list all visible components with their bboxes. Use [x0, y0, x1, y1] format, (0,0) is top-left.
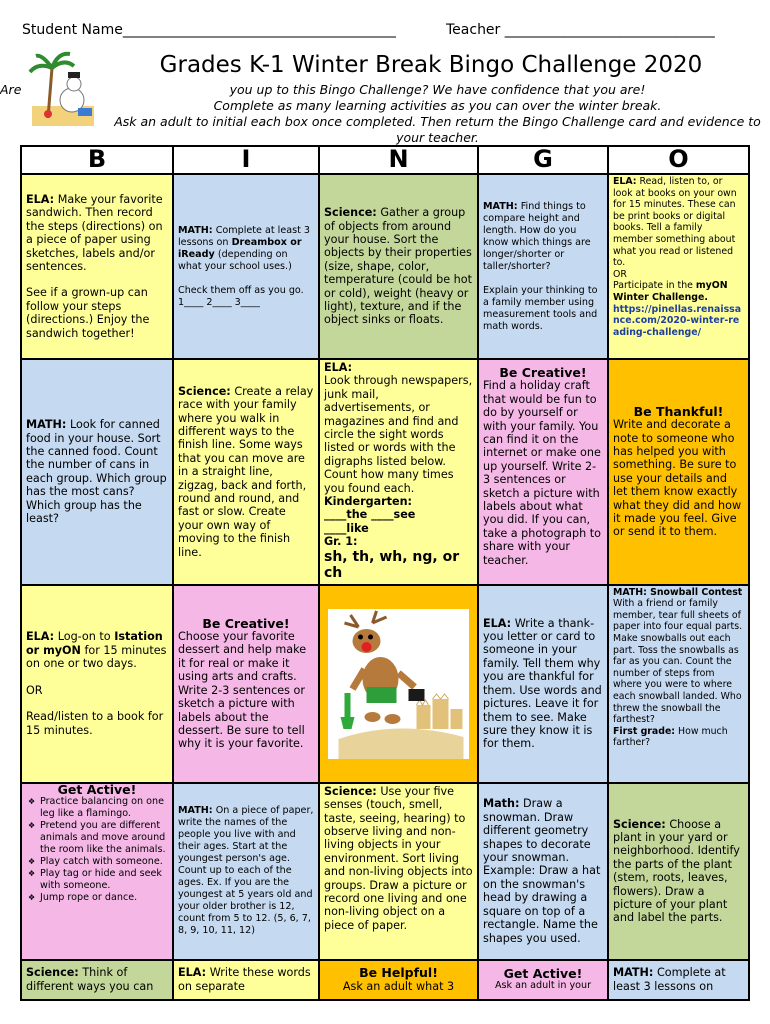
square-text: With a friend or family member, tear full sheets of paper into four equal parts. Make snowballs out each part. Toss the snowballs as far as you can. Count the number of steps from where you were to where each snowball landed. Who threw the snowball the farthest?	[613, 598, 743, 726]
grade1-label: Gr. 1:	[324, 535, 358, 549]
kindergarten-words: ____the ____see	[324, 508, 416, 522]
list-item: ❖ Practice balancing on one leg like a flamingo.	[26, 796, 168, 820]
square-text: Look through newspapers, junk mail, advertisements, or magazines and find and circle the sight words listed or words with the digraphs listed below. Count how many times you found each.	[324, 374, 473, 495]
square-o4[interactable]	[608, 783, 749, 960]
square-text: On a piece of paper, write the names of the people you live with and their ages. Start at the youngest person's age. Count up to each of the ages. Ex. If you are the youngest at 5 years old and your older brother is 12, count from 5 to 12. (5, 6, 7, 8, 9, 10, 11, 12)	[178, 805, 314, 937]
square-text: Gather a group of objects from around your house. Sort the objects by their properties (size, shape, color, temperature (could be hot or cold), weight (heavy or light), texture, and if the object sinks or floats.	[324, 206, 472, 327]
square-text: Find a holiday craft that would be fun to do by yourself or with your family. You can find it on the internet or make one up yourself. Write 2-3 sentences or sketch a picture with labels about what you did. If you can, take a photograph to share with your teacher.	[483, 379, 601, 567]
square-text: Use your five senses (touch, smell, taste, seeing, hearing) to observe living and non-living objects in your environment. Sort living and non-living objects into groups. Draw a picture or record one living and one non-living object on a piece of paper.	[324, 784, 473, 932]
page-title: Grades K-1 Winter Break Bingo Challenge 2020	[159, 52, 703, 78]
digraphs: sh, th, wh, ng, or ch	[324, 548, 460, 581]
square-b2[interactable]	[21, 359, 173, 585]
square-text-2: Check them off as you go. 1____ 2____ 3____	[178, 284, 304, 308]
square-label: MATH:	[178, 805, 213, 817]
bingo-row-4	[21, 783, 749, 960]
square-text: Read, listen to, or look at books on your own for 15 minutes. These can be print books or digital books. Tell a family member something about what you read or listened to.	[613, 176, 737, 269]
square-n3-free[interactable]	[319, 585, 478, 783]
kindergarten-label: Kindergarten:	[324, 495, 413, 509]
column-i: I	[173, 146, 319, 174]
square-heading: Get Active!	[503, 965, 583, 981]
square-text: Ask an adult what 3	[342, 979, 455, 993]
square-n5[interactable]	[319, 960, 478, 1000]
square-n2[interactable]	[319, 359, 478, 585]
square-label: ELA:	[483, 616, 512, 630]
square-text: Choose your favorite dessert and help make it for real or make it using arts and crafts. Write 2-3 sentences or sketch a picture with labels about the dessert. Be sure to tell why it is your favorite.	[178, 630, 307, 751]
square-text: Draw a snowman. Draw different geometry shapes to decorate your snowman. Example: Draw a hat on the snowman's head by drawing a square on top of a rectangle. Name the shapes you used.	[483, 797, 601, 945]
teacher-name-field[interactable]: Teacher ______________________________	[446, 22, 715, 38]
square-text: Find things to compare height and length. How do you know which things are longer/shorter or taller/shorter?	[483, 200, 591, 272]
square-text: Log-on to	[57, 630, 111, 644]
first-grade-label: First grade:	[613, 725, 676, 737]
square-text: Create a relay race with your family where you walk in different ways to the finish line. Some ways that you can move are in a straight line, zigzag, back and forth, round and round, and fast or slow. Create your own way of moving to the finish line.	[178, 384, 314, 559]
square-or: OR	[26, 683, 43, 697]
square-label: Science:	[613, 817, 666, 831]
square-text: Ask an adult in your	[494, 979, 592, 991]
bingo-grid	[20, 145, 750, 1001]
square-b5[interactable]	[21, 960, 173, 1000]
square-text: Choose a plant in your yard or neighborhood. Identify the parts of the plant (stem, roots, leaves, flowers). Draw a picture of your plant and label the parts.	[613, 817, 740, 925]
square-label: ELA:	[26, 192, 55, 206]
list-item: ❖ Play tag or hide and seek with someone.	[26, 868, 168, 892]
square-label: ELA:	[178, 966, 207, 980]
square-or: OR	[613, 268, 627, 280]
square-label: ELA:	[324, 361, 353, 374]
activity-list	[26, 796, 168, 904]
square-text: Look for canned food in your house. Sort the canned food. Count the number of cans in each group. Which group has the most cans?	[26, 418, 167, 499]
square-label: Science:	[324, 784, 377, 798]
square-heading: Get Active!	[57, 782, 137, 797]
square-bold: myON Winter Challenge.	[613, 280, 728, 303]
list-item: ❖ Jump rope or dance.	[26, 892, 168, 904]
square-text: Think of different ways you can	[26, 966, 154, 993]
list-item: ❖ Pretend you are different animals and move around the room like the animals.	[26, 820, 168, 856]
square-text: Complete at least 3 lessons on	[613, 966, 726, 993]
square-label: Science:	[178, 384, 231, 398]
square-g2[interactable]	[478, 359, 608, 585]
intro-line-3: Ask an adult to initial each box once completed. Then return the Bingo Challenge card and evidence to your teacher.	[114, 114, 761, 145]
bingo-row-1	[21, 174, 749, 359]
column-g: G	[478, 146, 608, 174]
square-label: Science:	[26, 966, 79, 980]
square-text-2: Read/listen to a book for 15 minutes.	[26, 710, 164, 737]
square-bold: Istation or myON	[26, 630, 163, 657]
square-label: MATH:	[483, 200, 518, 212]
square-label: MATH:	[26, 418, 67, 432]
square-text: Complete at least 3 lessons on	[178, 224, 311, 248]
square-text-b: (depending on what your school uses.)	[178, 248, 292, 272]
column-n: N	[319, 146, 478, 174]
intro-line-1: you up to this Bingo Challenge? We have confidence that you are!	[229, 82, 646, 97]
student-name-field[interactable]: Student Name_______________________________________	[22, 22, 396, 38]
square-text-2: Participate in the	[613, 280, 693, 292]
square-text: Write and decorate a note to someone who has helped you with something. Be sure to use your details and let them know exactly what they did and how it made you feel. Give or send it to them.	[613, 418, 742, 539]
square-g3[interactable]	[478, 585, 608, 783]
square-label: Science:	[324, 206, 377, 220]
square-label: Math:	[483, 797, 520, 811]
square-b3[interactable]	[21, 585, 173, 783]
bingo-row-3	[21, 585, 749, 783]
column-b: B	[21, 146, 173, 174]
square-b4[interactable]	[21, 783, 173, 960]
square-text: Make your favorite sandwich. Then record the steps (directions) on a piece of paper using sketches, labels and/or sentences.	[26, 192, 163, 273]
square-text-2: See if a grown-up can follow your steps (directions.) Enjoy the sandwich together!	[26, 286, 150, 340]
square-o3[interactable]	[608, 585, 749, 783]
square-o5[interactable]	[608, 960, 749, 1000]
square-heading: Be Creative!	[499, 365, 587, 380]
square-heading: Be Thankful!	[633, 403, 724, 419]
square-i1[interactable]	[173, 174, 319, 359]
square-heading: Be Creative!	[202, 615, 290, 631]
square-i2[interactable]	[173, 359, 319, 585]
square-g1[interactable]	[478, 174, 608, 359]
square-g5[interactable]	[478, 960, 608, 1000]
square-label: MATH:	[178, 224, 213, 236]
square-text: Write these words on separate	[178, 966, 311, 993]
square-i4[interactable]	[173, 783, 319, 960]
square-i3[interactable]	[173, 585, 319, 783]
bingo-row-5	[21, 960, 749, 1000]
square-b1[interactable]	[21, 174, 173, 359]
square-text: Write a thank-you letter or card to someone in your family. Tell them why you are thankful for them. Use words and pictures. Leave it for them to see. Make sure they know it is for them.	[483, 616, 602, 751]
kindergarten-words-2: ____like	[324, 521, 369, 535]
first-grade-text: How much farther?	[613, 725, 728, 749]
column-o: O	[608, 146, 749, 174]
intro-line-2: Complete as many learning activities as you can over the winter break.	[213, 98, 662, 113]
square-n1[interactable]	[319, 174, 478, 359]
square-bold: Dreambox or iReady	[178, 236, 302, 260]
square-label: ELA:	[26, 630, 55, 644]
square-text-2: Explain your thinking to a family member using measurement tools and math words.	[483, 284, 598, 332]
square-i5[interactable]	[173, 960, 319, 1000]
square-o2[interactable]	[608, 359, 749, 585]
square-heading: Be Helpful!	[359, 965, 438, 981]
square-text-2: Which group has the least?	[26, 498, 142, 526]
intro-are: Are	[0, 82, 22, 97]
square-label: MATH:	[613, 966, 654, 980]
list-item: ❖ Play catch with someone.	[26, 856, 168, 868]
reindeer-sandcastle-image	[328, 609, 469, 759]
square-g4[interactable]	[478, 783, 608, 960]
intro-text	[110, 82, 765, 146]
square-text-b: for 15 minutes on one or two days.	[26, 643, 167, 671]
square-label: MATH: Snowball Contest	[613, 586, 743, 598]
square-label: ELA:	[613, 176, 637, 187]
square-n4[interactable]	[319, 783, 478, 960]
myon-challenge-link[interactable]: https://pinellas.renaissance.com/2020-winter-reading-challenge/	[613, 303, 742, 338]
square-o1[interactable]	[608, 174, 749, 359]
bingo-row-2	[21, 359, 749, 585]
column-headers	[21, 146, 749, 174]
